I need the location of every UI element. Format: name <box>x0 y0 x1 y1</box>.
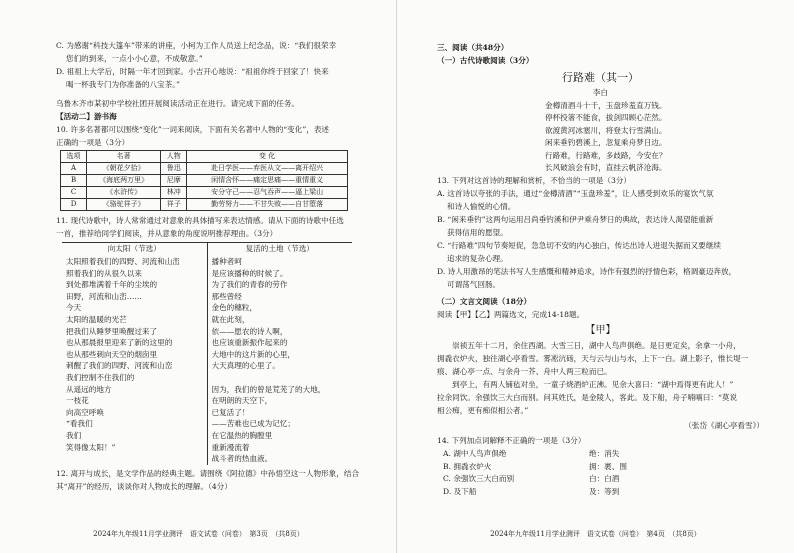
top-options <box>56 40 375 90</box>
answer-option: C. “行路难”四句节奏短促，急急切不安的内心独白，传达出诗人进退失据而又要继续 <box>437 240 721 250</box>
table-cell: A <box>61 163 87 175</box>
answer-gloss: 绝：消失 <box>589 449 620 459</box>
text-line: D. 祖祖上大学后，时隔一年才回到家。小吉开心地说：“祖祖你终于回家了！快来 <box>56 67 329 76</box>
question-12 <box>56 468 375 492</box>
answer-option: D. 及下船 <box>443 486 477 496</box>
table-cell: 赴日学医——弃医从文——离开绍兴 <box>187 163 348 175</box>
poem-line: 停杯投箸不能食，拔剑四顾心茫然。 <box>545 113 667 123</box>
poem-line: 就在此刻， <box>211 314 250 324</box>
table-header: 人物 <box>161 151 187 163</box>
poem-line: 大地中的这片新的心里， <box>211 349 296 359</box>
answer-option: B. 拥毳衣炉火 <box>443 461 492 471</box>
question-stem: 正确的一项是（3分） <box>56 138 130 147</box>
question-stem: 11. 现代诗歌中，诗人常常通过对意象的具体描写来表达情感。请从下面的诗歌中任选 <box>56 216 344 225</box>
poem-line: 到处都堆满着千年的尘埃的 <box>66 280 158 290</box>
table-cell: 闲情含怀——痛定思痛——重情重义 <box>187 175 348 187</box>
passage-line: 痕、湖心亭一点、与余舟一芥、舟中人两三粒而已。 <box>437 367 612 377</box>
table-cell: 祥子 <box>161 199 187 211</box>
intro-text: 乌鲁木齐市某初中学校社团开展阅读活动正在进行。请完成下面的任务。 <box>56 99 299 108</box>
question-stem: 12. 离开与成长，是文学作品的经典主题。请围绕《阿拉德》中孙悟空这一人物形象，结合 <box>56 468 360 478</box>
poem-comparison <box>62 242 352 465</box>
poem-line: 也从那些刺向天空的烟囱里 <box>66 349 158 359</box>
poem-line: 把我们从睡梦里唤醒过来了 <box>66 326 158 336</box>
table-cell: 尼摩 <box>161 175 187 187</box>
poem-line: 战斗者的热血液。 <box>211 454 273 464</box>
question-stem: 14. 下列加点词解释不正确的一项是（3分） <box>437 436 586 446</box>
poem-title: 行路难（其一） <box>562 71 639 84</box>
answer-gloss: 白：白酒 <box>589 474 620 484</box>
table-row <box>61 187 348 199</box>
question-stem: 13. 下列对这首诗的理解和赏析，不恰当的一项是（3分） <box>437 175 631 185</box>
table-cell: 林冲 <box>161 187 187 199</box>
table-cell: 鲁迅 <box>161 163 187 175</box>
text-line: 喝一杯我专门为你准备的八宝茶。” <box>66 80 180 89</box>
poem-line: 照着我们的从很久以来 <box>66 268 142 278</box>
poem-line: 田野，河流和山峦…… <box>66 291 142 301</box>
question-stem: 10. 许多名著都可以围绕“变化”一词来阅读，下面有关名著中人物的“变化”，表述 <box>56 125 330 134</box>
poem-line <box>212 372 349 384</box>
poem-line: “看我们 <box>66 419 93 429</box>
table-header-row <box>61 151 348 163</box>
table-cell: 勤劳努力——不甘失败——自甘堕落 <box>187 199 348 211</box>
poem-line: 太阳的温暖的光芒 <box>66 314 127 324</box>
answer-gloss: 及：等到 <box>589 486 620 496</box>
works-table <box>60 150 348 211</box>
poem-line: 太阳照着我们的四野、河流和山峦 <box>66 257 180 266</box>
table-row <box>61 199 348 211</box>
table-cell: 《骆驼祥子》 <box>87 199 161 211</box>
passage-line: 到亭上，有两人铺毡对坐，一童子烧酒炉正沸。见余大喜曰：“湖中焉得更有此人！” <box>437 380 734 390</box>
poem-line: 是应该播种的时候了。 <box>211 268 288 278</box>
poem-line: 重新漫流着 <box>211 442 250 452</box>
poem-line: 在它温热的胸膛里 <box>211 430 273 440</box>
table-cell: C <box>61 187 87 199</box>
table-header: 变 化 <box>187 151 348 163</box>
table-cell: 安分守己——忍气吞声——逼上梁山 <box>187 187 348 199</box>
question-11 <box>56 215 375 239</box>
poem-line: 依——愿农的诗人啊， <box>211 326 288 336</box>
poem-line: 闲来垂钓碧溪上，忽复乘舟梦日边。 <box>545 138 667 148</box>
text-line: 您们的到来，一点小小心意，不成敬意。” <box>66 54 203 63</box>
table-row <box>61 163 348 175</box>
table-header: 选项 <box>61 151 87 163</box>
poem-revived-land <box>207 243 353 465</box>
poem-line: 播种者呵 <box>211 257 242 266</box>
table-cell: B <box>61 175 87 187</box>
poem-line: 行路难，行路难，多歧路，今安在？ <box>545 150 667 160</box>
passage-label: 【甲】 <box>585 324 616 336</box>
table-row <box>61 175 348 187</box>
answer-option: A. 这首诗以夸张的手法，通过“金樽清酒”“玉盘珍羞”，让人感受到欢乐的宴饮气氛 <box>437 188 714 198</box>
page-footer: 2024年九年级11月学业测评 语文试卷（问卷） 第3页 （共8页） <box>93 529 304 538</box>
question-14 <box>437 435 764 498</box>
poem-line: 向高空呼唤 <box>66 407 104 417</box>
poem-line: 笑得像太阳！” <box>66 442 116 452</box>
poem-line: 刺醒了我们的四野、河流和山峦 <box>66 361 173 371</box>
passage-source: （张岱《湖心亭看雪》） <box>684 421 764 431</box>
poem-line: 今天 <box>66 303 82 313</box>
activity-heading: 【活动二】游书海 <box>56 112 117 121</box>
answer-option: 追求的复杂心理。 <box>447 253 508 263</box>
poem-line: 欲渡黄河冰塞川，将登太行雪满山。 <box>545 125 667 135</box>
answer-gloss: 拥：裹、围 <box>589 461 627 471</box>
reading-instruction: 阅读【甲】【乙】两篇选文，完成14-18题。 <box>437 309 585 319</box>
passage-line: 拉余同饮。余强饮三大白而别。问其姓氏，是金陵人，客此。及下船，舟子喃喃曰：“莫说 <box>437 393 738 403</box>
poem-line: 也应该重新振作起来的 <box>211 338 288 348</box>
answer-option: D. 诗人用激昂的笔法书写人生感慨和精神追求，诗作有强烈的抒情色彩，格调豪迈奔放， <box>437 266 737 276</box>
section-heading: 三、阅读（共48分） <box>437 43 509 52</box>
poem-line: 因为，我们的曾是荒芜了的大地， <box>211 384 326 394</box>
answer-option: 和诗人愉悦的心情。 <box>447 201 516 211</box>
answer-option: 获得信用的愿望。 <box>447 227 508 237</box>
answer-option: A. 湖中人鸟声俱绝 <box>443 449 507 459</box>
poem-line: 也从那晨报里迎来了新的这里的 <box>66 338 173 348</box>
question-13 <box>437 175 764 290</box>
poem-title: 复活的土地（节选） <box>245 244 314 253</box>
poem-line: 金樽清酒斗十千，玉盘珍羞直万钱。 <box>545 100 667 110</box>
table-header: 名著 <box>87 151 161 163</box>
answer-option: C. 余强饮三大白而别 <box>443 474 515 484</box>
passage-line: 拥毳衣炉火，独往湖心亭看雪。雾凇沆砀，天与云与山与水，上下一白。湖上影子，惟长堤一 <box>437 354 749 364</box>
poem-line: 一枝花 <box>66 396 89 406</box>
question-stem: 其“离开”的经历，谈谈你对人物成长的理解。（4分） <box>56 481 232 491</box>
poem-line: 我们控制不住我们的 <box>66 372 135 382</box>
subsection-heading: （二）文言文阅读（18分） <box>437 296 532 306</box>
answer-option: B. “闲来垂钓”这两句运用吕尚垂钓溪和伊尹乘舟梦日的典故，表达诗人渴望能重新 <box>437 214 714 224</box>
table-cell: D <box>61 199 87 211</box>
answer-options <box>437 448 764 498</box>
poem-title: 向太阳（节选） <box>107 244 161 253</box>
table-cell: 《水浒传》 <box>87 187 161 199</box>
subsection-heading: （一）古代诗歌阅读（3分） <box>437 56 534 65</box>
right-page <box>397 0 794 553</box>
poem-line: 长风破浪会有时，直挂云帆济沧海。 <box>545 163 667 173</box>
question-10 <box>56 124 375 148</box>
poem-line: 那些曾经 <box>211 291 242 301</box>
question-stem: 一首，推荐给同学们阅读，并从意象的角度说明推荐理由。（3分） <box>56 229 278 238</box>
page-footer: 2024年九年级11月学业测评 语文试卷（问卷） 第4页 （共8页） <box>490 529 701 538</box>
poem-line: 我们 <box>66 430 82 440</box>
poem-sun <box>62 243 207 465</box>
passage-line: 相公痴，更有痴似相公者。” <box>437 406 529 416</box>
answer-option: 可谓荡气回肠。 <box>447 279 501 289</box>
poem-line: ——苦难也已成为记忆； <box>211 419 296 429</box>
passage-line: 崇祯五年十二月，余住西湖。大雪三日，湖中人鸟声俱绝。是日更定矣，余拿一小舟， <box>437 341 741 351</box>
table-cell: 《海底两万里》 <box>87 175 161 187</box>
poem-author: 李白 <box>592 87 609 97</box>
poem-line: 已复活了！ <box>211 407 250 417</box>
poem-line: 金色的穗粒， <box>211 303 258 313</box>
classical-passage <box>437 340 764 416</box>
text-line: C. 为感谢“科技大篷车”带来的讲座，小柯为工作人员送上纪念品，说：“我们很荣幸 <box>56 41 337 50</box>
poem-line: 在明朗的天空下， <box>211 396 273 406</box>
poem-line: 为了我们的青春的劳作 <box>211 280 288 290</box>
poem-line: 从遥远的地方 <box>66 384 112 394</box>
poem-line: 大天真理的心里了。 <box>211 361 280 371</box>
poem-body <box>437 100 764 175</box>
table-cell: 《朝花夕拾》 <box>87 163 161 175</box>
